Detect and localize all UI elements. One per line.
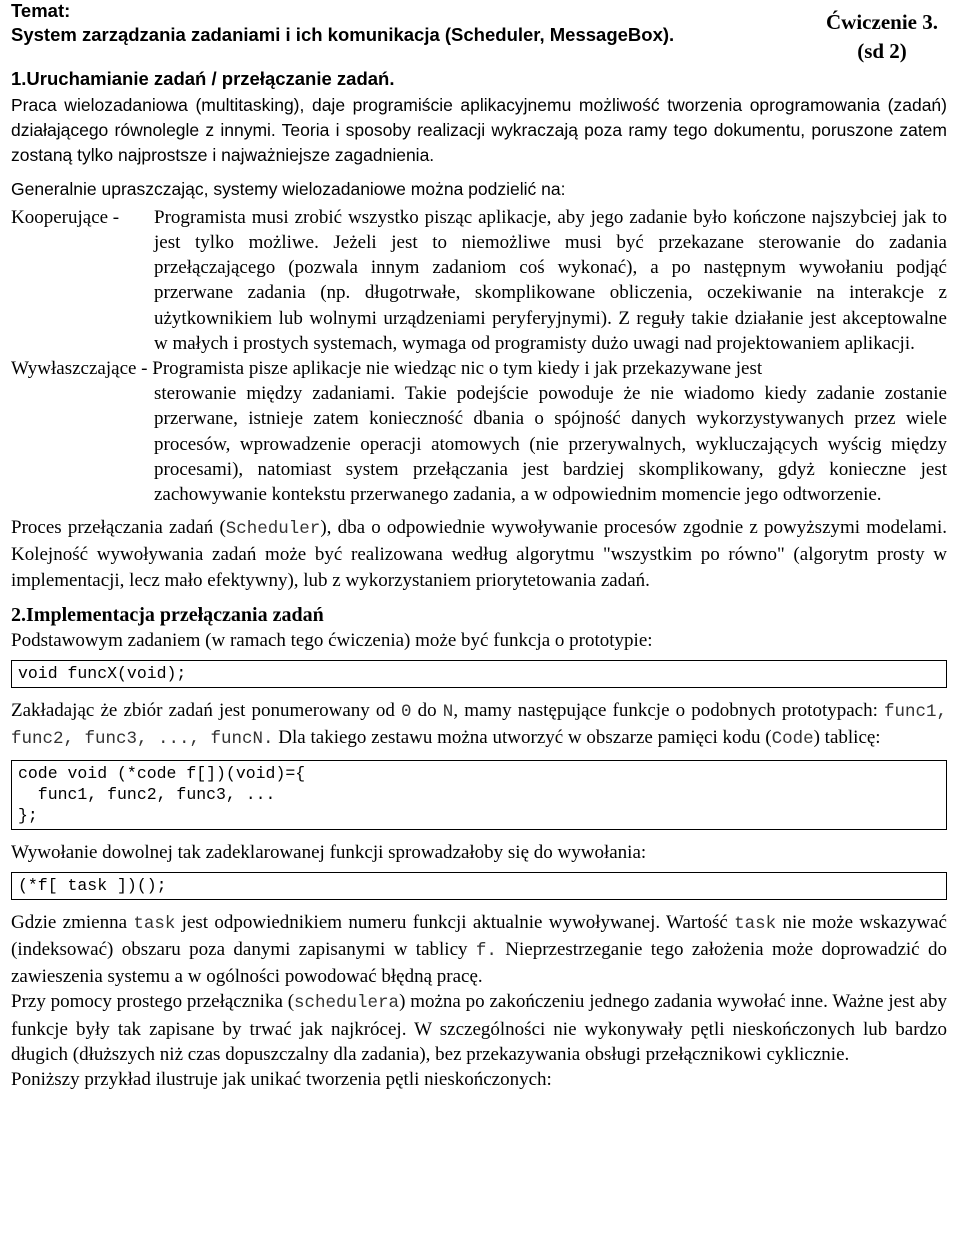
definition-cooperative-text: Programista musi zrobić wszystko pisząc aplikacje, aby jego zadanie było kończone najszybciej jak to jest tylko możliwe. Jeżeli jest to niemożliwe musi być przekazane sterowanie do zadania przełączającego (pozwala innym zadaniom coś wykonać), a po następnym wywołaniu podjąć przerwane zadania (np. długotrwałe, skomplikowane obliczenia, oczekiwanie na interakcje z użytkownikiem lub wolnymi urządzeniami peryferyjnymi). Z reguły takie działanie jest akceptowalne w małych i prostych systemach, wymaga od programisty dużo uwagi nad projektowaniem aplikacji.: [154, 206, 947, 354]
topic-title: System zarządzania zadaniami i ich komunikacja (Scheduler, MessageBox).: [11, 24, 675, 45]
code-block-array: code void (*code f[])(void)={ func1, func2, func3, ... };: [11, 760, 947, 830]
scheduler-code: Scheduler: [225, 519, 321, 540]
document-header: [11, 0, 947, 68]
scheduler-switch-paragraph: [11, 989, 947, 1067]
code-code-keyword: Code: [771, 729, 814, 750]
scheduler-text-a: Proces przełączania zadań (: [11, 517, 226, 539]
section1-title: 1.Uruchamianie zadań / przełączanie zadań.: [11, 68, 395, 89]
definition-preemptive: [11, 356, 947, 507]
switch-text-b: ) można po zakończeniu jednego zadania wywołać inne. Ważne jest aby funkcje były tak zapisane by trwać jak najkrócej. W szczególności nie wykonywały pętli nieskończonych lub bardzo długich (dłuższych niż czas dopuszczalny dla zadania), bez przekazywania obsługi przełącznikowi cyklicznie.: [11, 991, 947, 1065]
definition-preemptive-text: sterowanie między zadaniami. Takie podejście powoduje że nie wiadomo kiedy zadanie zostanie przerwane, istnieje zatem konieczność dbania o spójność danych wykorzystywanych przez wiele procesów, wprowadzenie operacji atomowych (nie przerywalnych, wykluczających wyścig między procesami), natomiast system przełączania jest bardziej skomplikowany, gdyż konieczne jest zachowywanie kontekstu przerwanego zadania, a w odpowiednim momencie jego odtworzenie.: [154, 383, 947, 506]
code-zero: 0: [401, 702, 412, 723]
code-task-2: task: [734, 913, 777, 934]
task-variable-paragraph: [11, 910, 947, 990]
definition-preemptive-term: Wywłaszczające -: [11, 358, 153, 380]
scheduler-text-b: ), dba o odpowiednie wywoływanie procesów zgodnie z powyższymi modelami. Kolejność wywoływania zadań może być realizowana według algorytmu "wszystkim po równo" (algorytm prosty w implementacji, lecz mało efektywny), lub z wykorzystaniem priorytetowania zadań.: [11, 517, 947, 591]
task-var-text-a: Gdzie zmienna: [11, 911, 134, 933]
section2-title: 2.Implementacja przełączania zadań: [11, 603, 324, 626]
task-var-text-c: nie może wskazywać (indeksować) obszaru poza danymi zapisanymi w tablicy: [11, 911, 947, 961]
definition-preemptive-first-line: [11, 356, 947, 381]
exercise-subtitle: (sd 2): [857, 39, 907, 63]
task-array-text-c: , mamy następujące funkcje o podobnych prototypach:: [453, 700, 884, 722]
code-task: task: [133, 913, 176, 934]
task-array-text-d: Dla takiego zestawu można utworzyć w obszarze pamięci kodu (: [273, 727, 772, 749]
section1-intro: Praca wielozadaniowa (multitasking), daje programiście aplikacyjnemu możliwość tworzenia oprogramowania (zadań) działającego równolegle z innymi. Teoria i sposoby realizacji wykraczają poza ramy tego dokumentu, poruszone zatem zostaną tylko najprostsze i najważniejsze zagadnienia.: [11, 95, 947, 166]
code-block-prototype: void funcX(void);: [11, 660, 947, 688]
exercise-label: [817, 9, 947, 64]
code-n: N: [442, 702, 454, 723]
topic-label: Temat:: [11, 0, 71, 21]
definition-preemptive-text-start: Programista pisze aplikacje nie wiedząc nic o tym kiedy i jak przekazywane jest: [152, 358, 763, 380]
code-schedulera: schedulera: [294, 993, 400, 1014]
task-array-text-a: Zakładając że zbiór zadań jest ponumerowany od: [11, 700, 402, 722]
example-intro: Poniższy przykład ilustruje jak unikać tworzenia pętli nieskończonych:: [11, 1069, 552, 1091]
task-array-paragraph: [11, 698, 947, 752]
switch-text-a: Przy pomocy prostego przełącznika (: [11, 991, 295, 1013]
code-func-list: func1, func2, func3, ..., funcN.: [11, 702, 948, 750]
task-array-text-b: do: [411, 700, 443, 722]
task-array-text-e: ) tablicę:: [813, 727, 881, 749]
call-intro: Wywołanie dowolnej tak zadeklarowanej funkcji sprowadzałoby się do wywołania:: [11, 841, 647, 863]
code-block-call: (*f[ task ])();: [11, 872, 947, 900]
code-f: f.: [475, 941, 497, 962]
task-var-text-b: jest odpowiednikiem numeru funkcji aktualnie wywoływanej. Wartość: [175, 911, 735, 933]
task-var-text-d: Nieprzestrzeganie tego założenia może doprowadzić do zawieszenia systemu a w ogólności powodować błędną pracę.: [11, 939, 947, 988]
scheduler-paragraph: [11, 515, 947, 593]
exercise-number: Ćwiczenie 3.: [826, 10, 938, 34]
definition-cooperative: [11, 205, 947, 356]
document-page: [11, 0, 947, 1092]
definition-cooperative-term: Kooperujące -: [11, 206, 124, 228]
prototype-intro: Podstawowym zadaniem (w ramach tego ćwiczenia) może być funkcja o prototypie:: [11, 630, 653, 652]
section1-division-intro: Generalnie upraszczając, systemy wielozadaniowe można podzielić na:: [11, 178, 566, 199]
